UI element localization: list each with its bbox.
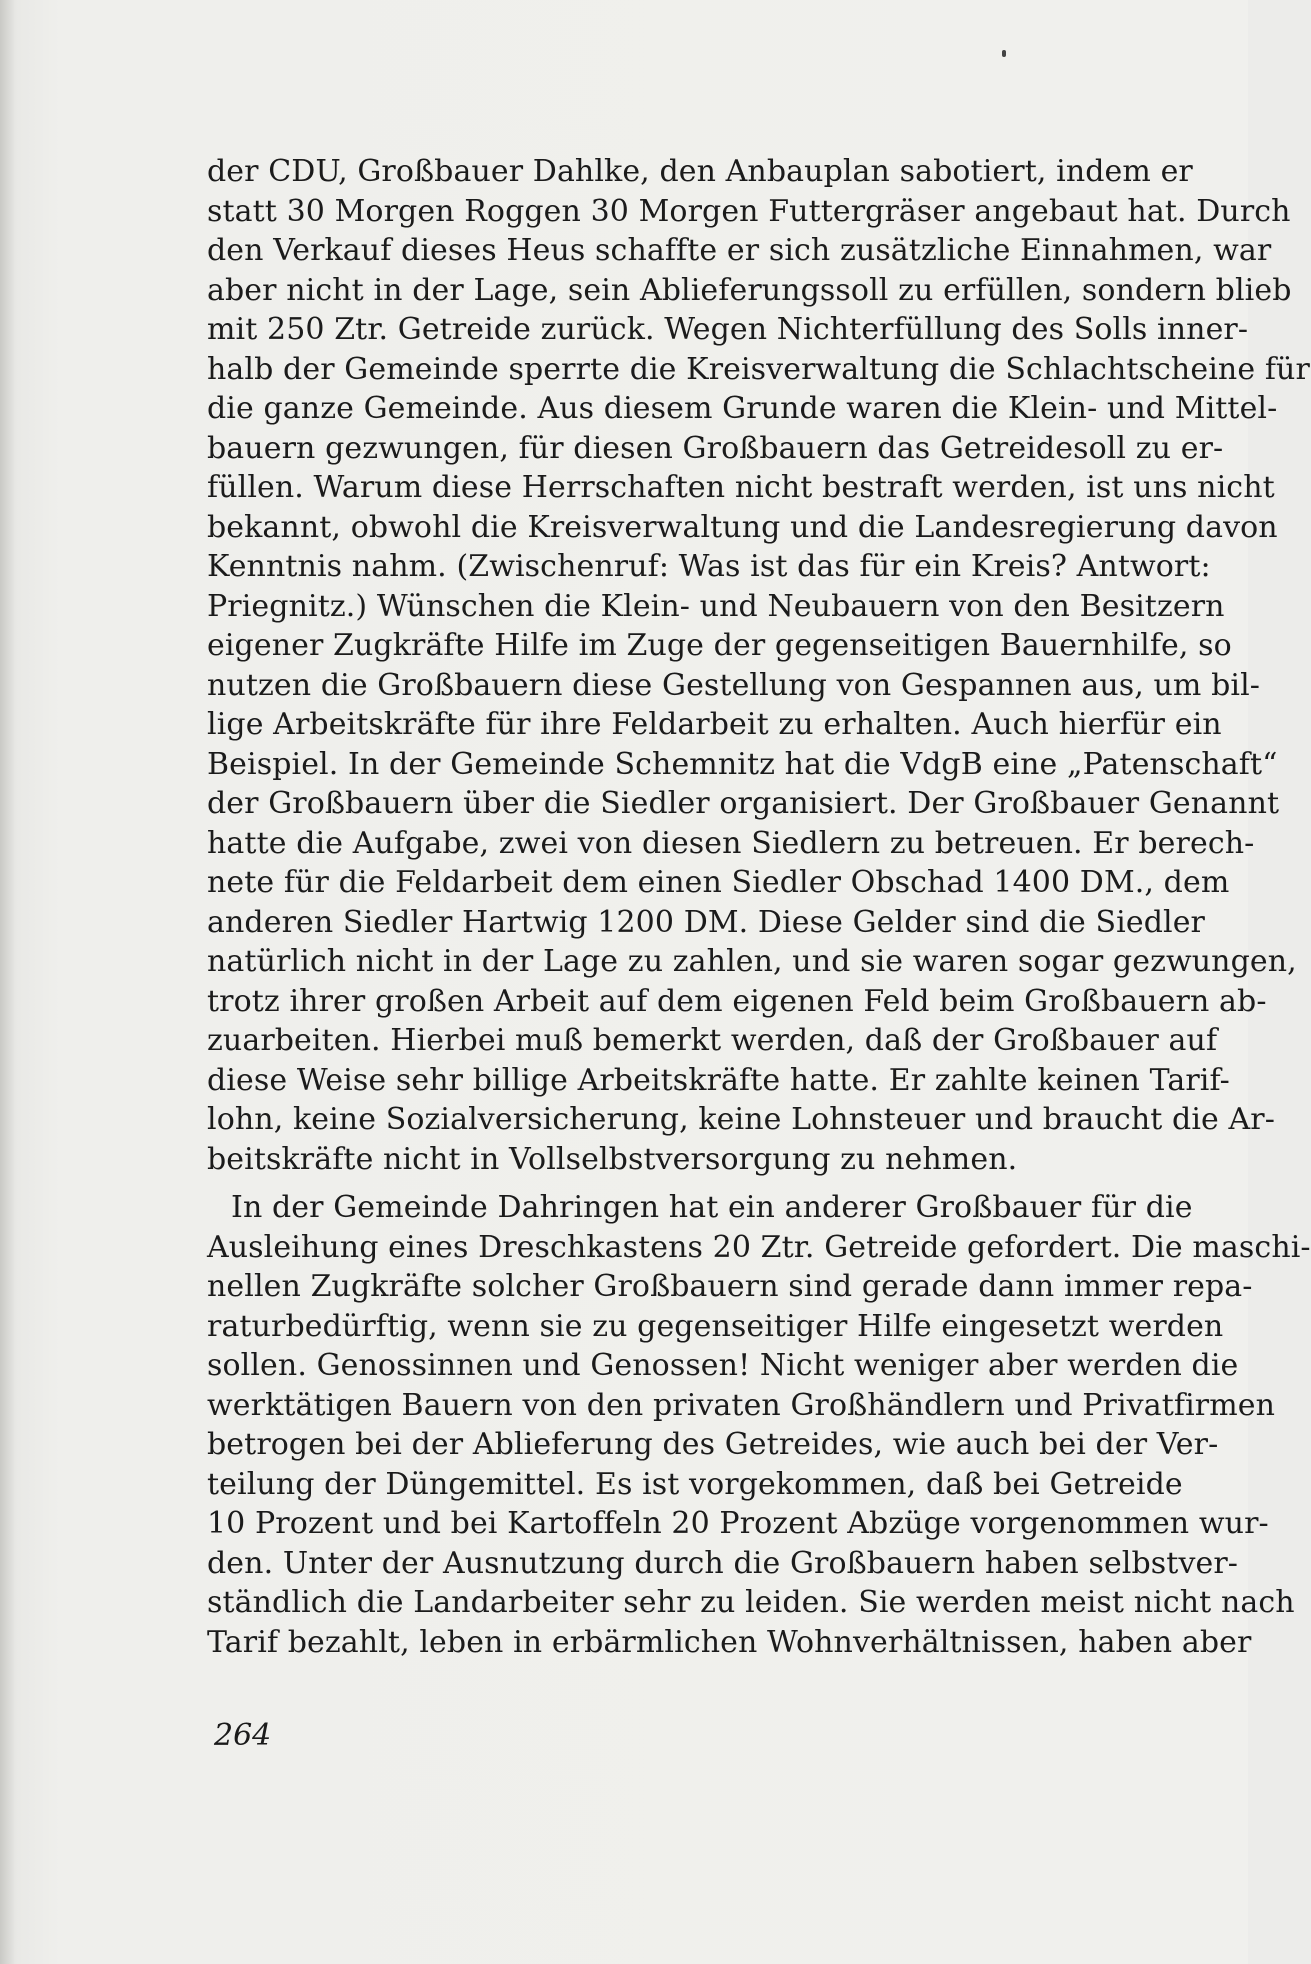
text-line: nutzen die Großbauern diese Gestellung von Gespannen aus, um bil-: [207, 667, 1261, 703]
text-line: Ausleihung eines Dreschkastens 20 Ztr. Getreide gefordert. Die maschi-: [207, 1229, 1311, 1265]
body-text: [207, 152, 1311, 1662]
text-line: zuarbeiten. Hierbei muß bemerkt werden, daß der Großbauer auf: [207, 1023, 1218, 1058]
text-line: den. Unter der Ausnutzung durch die Großbauern haben selbstver-: [207, 1545, 1239, 1581]
text-line: Priegnitz.) Wünschen die Klein- und Neubauern von den Besitzern: [207, 588, 1225, 624]
text-line: beitskräfte nicht in Vollselbstversorgung zu nehmen.: [207, 1141, 1018, 1177]
page-gutter-shadow: [0, 0, 14, 1964]
text-line: lohn, keine Sozialversicherung, keine Lohnsteuer und braucht die Ar-: [207, 1102, 1275, 1137]
text-line: werktätigen Bauern von den privaten Großhändlern und Privatfirmen: [207, 1387, 1276, 1423]
text-line: ständlich die Landarbeiter sehr zu leiden. Sie werden meist nicht nach: [207, 1585, 1295, 1620]
text-line: Kenntnis nahm. (Zwischenruf: Was ist das für ein Kreis? Antwort:: [207, 549, 1211, 584]
text-line: sollen. Genossinnen und Genossen! Nicht weniger aber werden die: [207, 1348, 1239, 1383]
text-line: halb der Gemeinde sperrte die Kreisverwaltung die Schlachtscheine für: [207, 351, 1310, 387]
text-line: den Verkauf dieses Heus schaffte er sich zusätzliche Einnahmen, war: [207, 233, 1272, 268]
text-line: anderen Siedler Hartwig 1200 DM. Diese Gelder sind die Siedler: [207, 904, 1206, 940]
text-line: aber nicht in der Lage, sein Ablieferungssoll zu erfüllen, sondern blieb: [207, 272, 1292, 308]
text-line: eigener Zugkräfte Hilfe im Zuge der gegenseitigen Bauernhilfe, so: [207, 628, 1232, 663]
text-line: betrogen bei der Ablieferung des Getreides, wie auch bei der Ver-: [207, 1427, 1219, 1462]
text-line: füllen. Warum diese Herrschaften nicht bestraft werden, ist uns nicht: [207, 470, 1275, 505]
text-line: trotz ihrer großen Arbeit auf dem eigenen Feld beim Großbauern ab-: [207, 983, 1267, 1019]
paragraph: [207, 1188, 1311, 1662]
text-line: diese Weise sehr billige Arbeitskräfte hatte. Er zahlte keinen Tarif-: [207, 1062, 1230, 1098]
text-line: In der Gemeinde Dahringen hat ein anderer Großbauer für die: [231, 1190, 1193, 1225]
text-line: 10 Prozent und bei Kartoffeln 20 Prozent Abzüge vorgenommen wur-: [207, 1506, 1269, 1541]
text-line: nellen Zugkräfte solcher Großbauern sind gerade dann immer repa-: [207, 1269, 1253, 1304]
text-line: die ganze Gemeinde. Aus diesem Grunde waren die Klein- und Mittel-: [207, 391, 1278, 426]
text-line: nete für die Feldarbeit dem einen Siedler Obschad 1400 DM., dem: [207, 865, 1230, 900]
text-line: teilung der Düngemittel. Es ist vorgekommen, daß bei Getreide: [207, 1466, 1183, 1502]
text-line: lige Arbeitskräfte für ihre Feldarbeit zu erhalten. Auch hierfür ein: [207, 707, 1222, 742]
paragraph: [207, 152, 1310, 1179]
text-line: hatte die Aufgabe, zwei von diesen Siedlern zu betreuen. Er berech-: [207, 825, 1255, 861]
text-line: natürlich nicht in der Lage zu zahlen, und sie waren sogar gezwungen,: [207, 944, 1297, 979]
page-number: 264: [214, 1718, 272, 1753]
text-line: raturbedürftig, wenn sie zu gegenseitiger Hilfe eingesetzt werden: [207, 1308, 1224, 1344]
text-line: der CDU, Großbauer Dahlke, den Anbauplan sabotiert, indem er: [207, 154, 1193, 189]
text-line: statt 30 Morgen Roggen 30 Morgen Futtergräser angebaut hat. Durch: [207, 193, 1291, 229]
paragraph-gap: [207, 1179, 1175, 1188]
text-line: bekannt, obwohl die Kreisverwaltung und die Landesregierung davon: [207, 509, 1278, 545]
text-line: der Großbauern über die Siedler organisiert. Der Großbauer Genannt: [207, 786, 1280, 821]
text-line: Beispiel. In der Gemeinde Schemnitz hat die VdgB eine „Patenschaft“: [207, 746, 1278, 782]
text-line: bauern gezwungen, für diesen Großbauern das Getreidesoll zu er-: [207, 430, 1224, 466]
text-line: Tarif bezahlt, leben in erbärmlichen Wohnverhältnissen, haben aber: [207, 1624, 1252, 1660]
print-speck: [1002, 50, 1006, 57]
text-line: mit 250 Ztr. Getreide zurück. Wegen Nichterfüllung des Solls inner-: [207, 312, 1249, 347]
